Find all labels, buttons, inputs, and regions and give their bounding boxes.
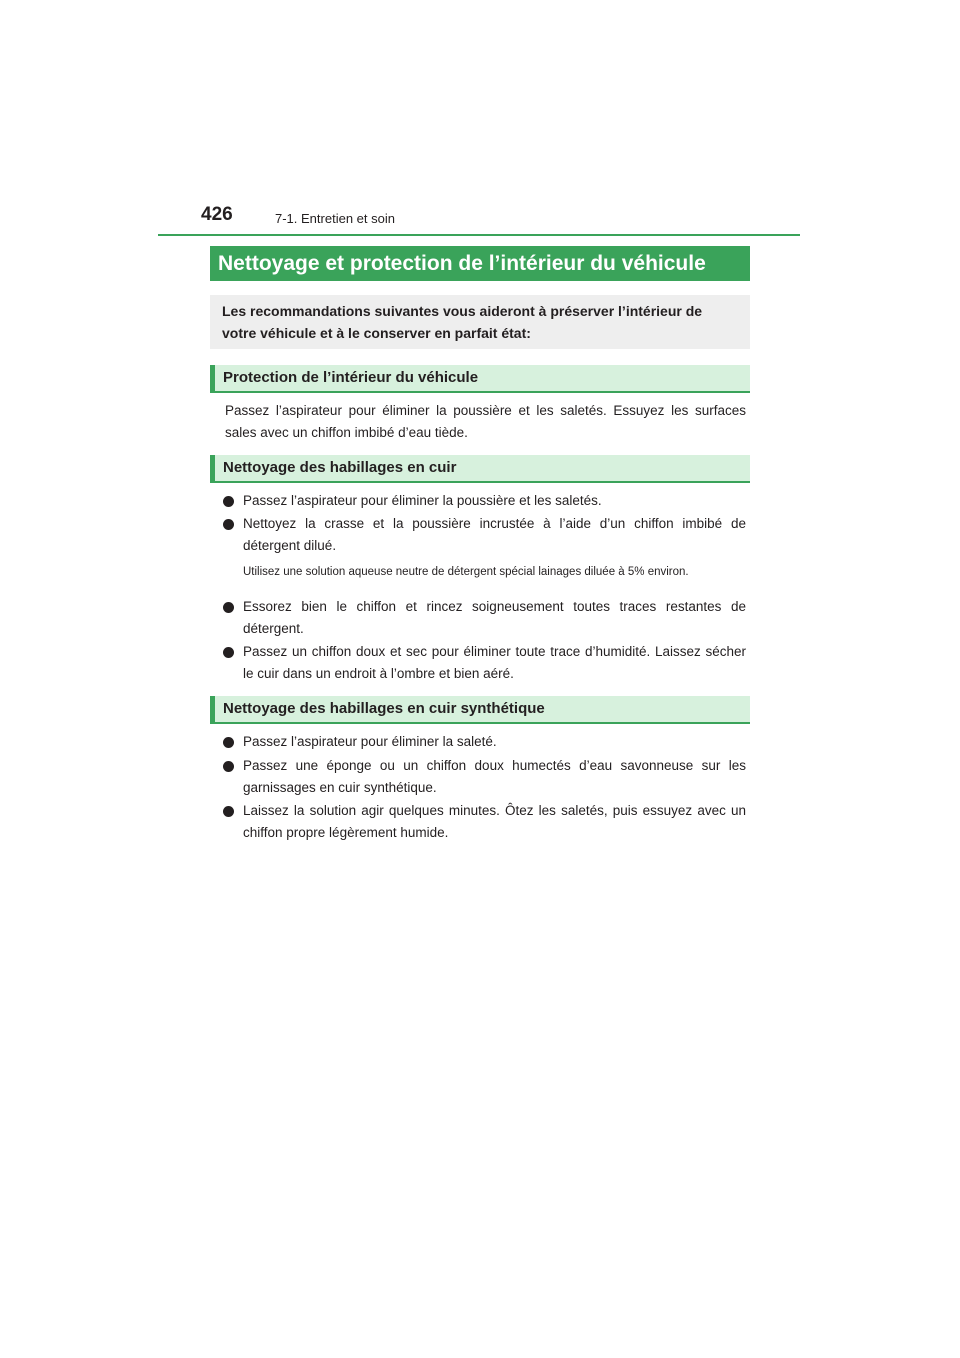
list-item — [223, 513, 746, 557]
list-item-text: Passez l’aspirateur pour éliminer la poussière et les saletés. — [243, 493, 602, 508]
page-number: 426 — [201, 204, 233, 225]
list-item-text: Passez l’aspirateur pour éliminer la saleté. — [243, 734, 497, 749]
list-item — [223, 641, 746, 685]
list-item — [223, 731, 746, 753]
bullet-icon — [223, 496, 234, 507]
bullet-icon — [223, 737, 234, 748]
section-paragraph-protection: Passez l’aspirateur pour éliminer la poussière et les saletés. Essuyez les surfaces sales avec un chiffon imbibé d’eau tiède. — [225, 403, 746, 440]
bullet-icon — [223, 647, 234, 658]
list-item-text: Nettoyez la crasse et la poussière incrustée à l’aide d’un chiffon imbibé de détergent dilué. — [243, 516, 746, 553]
main-title: Nettoyage et protection de l’intérieur du véhicule — [210, 246, 750, 281]
page-header — [158, 200, 800, 236]
section-heading-synthetic-leather: Nettoyage des habillages en cuir synthétique — [210, 696, 750, 724]
list-item-text: Passez un chiffon doux et sec pour éliminer toute trace d’humidité. Laissez sécher le cuir dans un endroit à l’ombre et bien aéré. — [243, 644, 746, 681]
intro-box: Les recommandations suivantes vous aideront à préserver l’intérieur de votre véhicule et à le conserver en parfait état: — [210, 295, 750, 349]
list-item-text: Passez une éponge ou un chiffon doux humectés d’eau savonneuse sur les garnissages en cuir synthétique. — [243, 758, 746, 795]
section-heading-protection: Protection de l’intérieur du véhicule — [210, 365, 750, 393]
list-item — [223, 755, 746, 799]
bullet-icon — [223, 519, 234, 530]
list-item — [223, 490, 746, 512]
section-heading-leather: Nettoyage des habillages en cuir — [210, 455, 750, 483]
list-item-text: Essorez bien le chiffon et rincez soigneusement toutes traces restantes de détergent. — [243, 599, 746, 636]
list-item — [223, 800, 746, 844]
chapter-title: 7-1. Entretien et soin — [275, 211, 395, 226]
list-item-text: Laissez la solution agir quelques minutes. Ôtez les saletés, puis essuyez avec un chiffon propre légèrement humide. — [243, 803, 746, 840]
bullet-icon — [223, 806, 234, 817]
list-item — [223, 596, 746, 640]
note-text: Utilisez une solution aqueuse neutre de détergent spécial lainages diluée à 5% environ. — [243, 566, 689, 578]
bullet-icon — [223, 602, 234, 613]
bullet-icon — [223, 761, 234, 772]
